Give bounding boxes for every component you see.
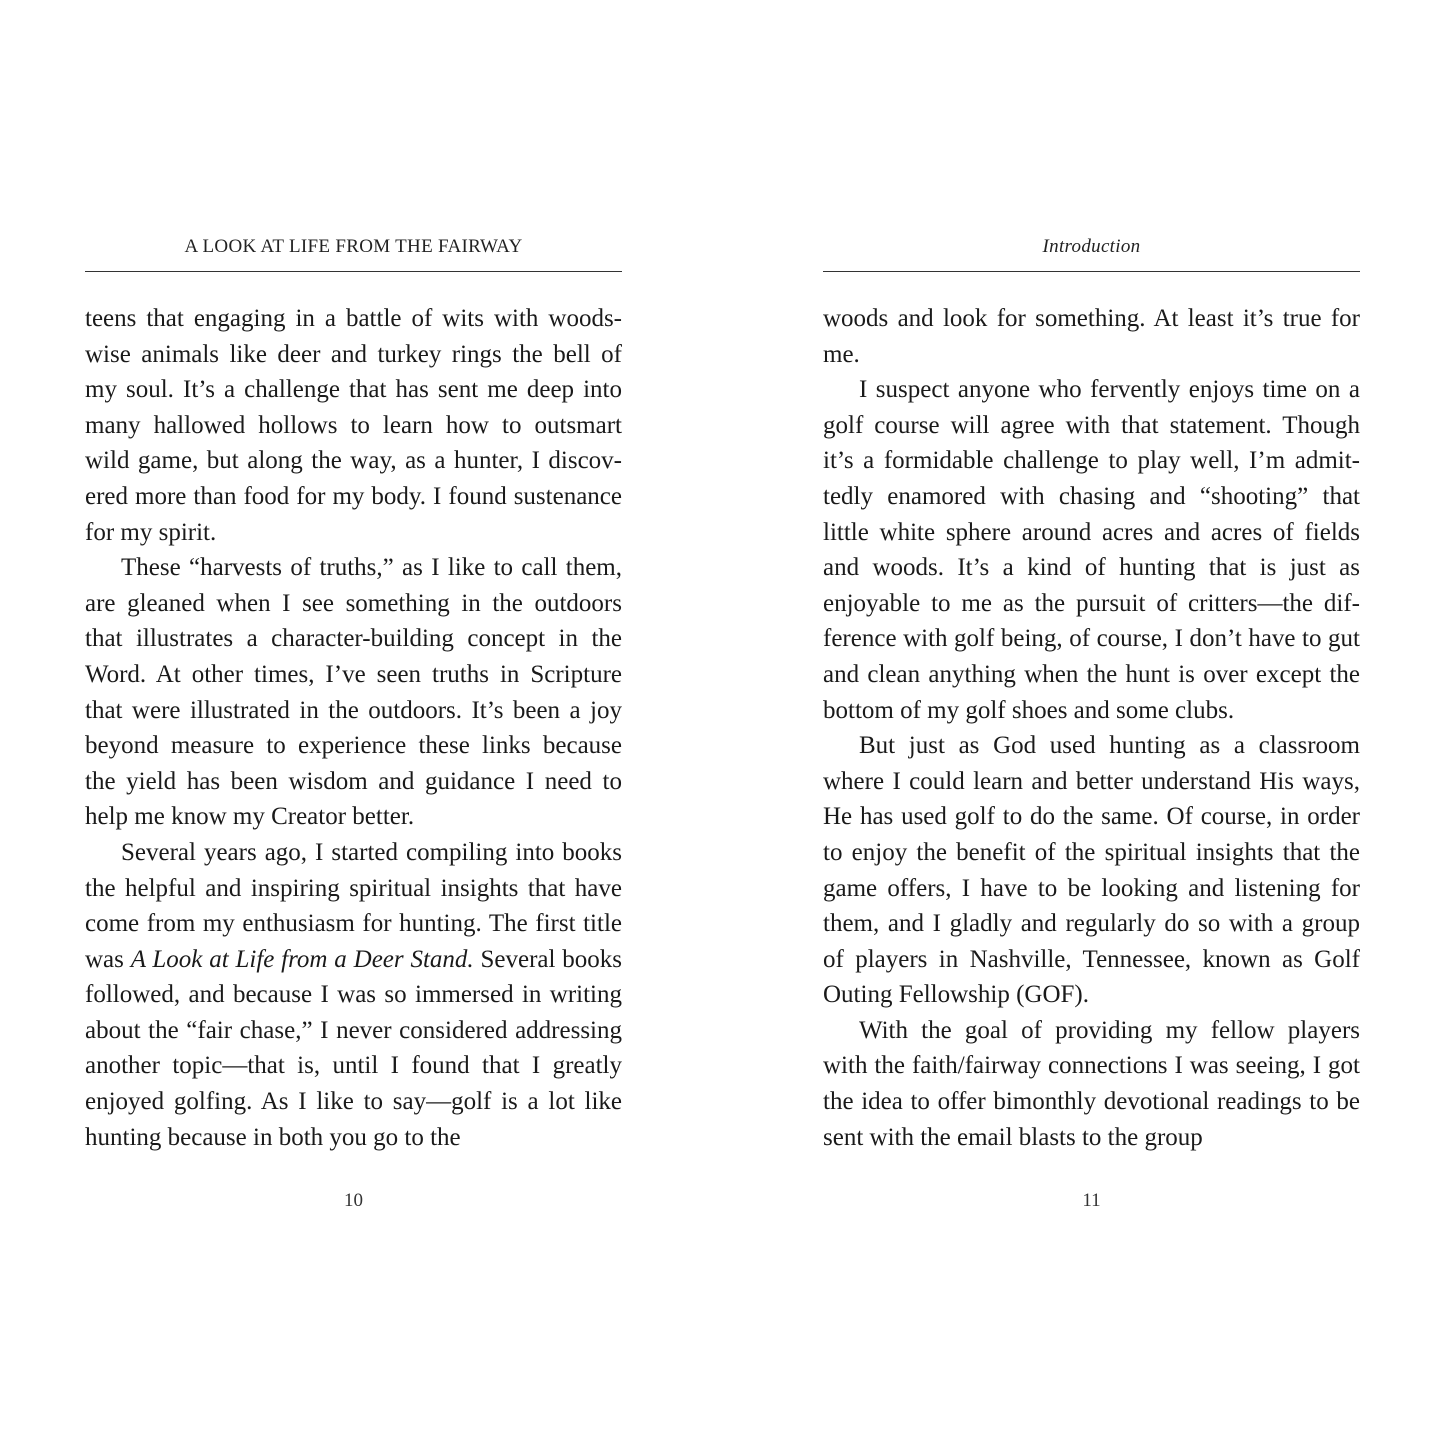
paragraph-text: Several years ago, I started compiling into books the helpful and inspiring spiritual insights that have come from my enthusiasm for hunting. The first title was <box>85 838 622 973</box>
paragraph <box>85 835 622 1155</box>
header-rule <box>823 271 1360 272</box>
paragraph: I suspect anyone who fervently enjoys time on a golf course will agree with that statement. Though it’s a formidable challenge to play well, I’m admittedly enamored with chasing and “shooting” that little white sphere around acres and acres of fields and woods. It’s a kind of hunting that is just as enjoyable to me as the pursuit of critters—the difference with golf being, of course, I don’t have to gut and clean anything when the hunt is over except the bottom of my golf shoes and some clubs. <box>823 376 1360 724</box>
header-rule <box>85 271 622 272</box>
paragraph: teens that engaging in a battle of wits with woodswise animals like deer and turkey rings the bell of my soul. It’s a challenge that has sent me deep into many hallowed hollows to learn how to outsmart wild game, but along the way, as a hunter, I discovered more than food for my body. I found sustenance for my spirit. <box>85 305 622 546</box>
running-head-chapter-title: Introduction <box>1042 236 1141 257</box>
body-text <box>85 301 622 1155</box>
paragraph: But just as God used hunting as a classroom where I could learn and better understand His ways, He has used golf to do the same. Of course, in order to enjoy the benefit of the spiritual insights that the game offers, I have to be looking and listening for them, and I gladly and regularly do so with a group of players in Nashville, Tennessee, known as Golf Outing Fellowship (GOF). <box>823 732 1360 1009</box>
paragraph-text: Several books followed, and because I was so immersed in writing about the “fair chase,” I never considered addressing another topic—that is, until I found that I greatly enjoyed golfing. As I like to say—golf is a lot like hunting because in both you go to the <box>85 945 622 1151</box>
page-number: 10 <box>344 1190 363 1211</box>
paragraph: These “harvests of truths,” as I like to call them, are gleaned when I see something in the outdoors that illustrates a character-building concept in the Word. At other times, I’ve seen truths in Scripture that were illustrated in the outdoors. It’s been a joy beyond measure to experience these links because the yield has been wisdom and guidance I need to help me know my Creator better. <box>85 554 622 831</box>
running-head-book-title: A LOOK AT LIFE FROM THE FAIRWAY <box>184 236 523 257</box>
book-title-italic: A Look at Life from a Deer Stand. <box>130 945 474 973</box>
paragraph: With the goal of providing my fellow players with the faith/fairway connections I was seeing, I got the idea to offer bimonthly devotional readings to be sent with the email blasts to the group <box>823 1016 1360 1151</box>
body-text <box>823 301 1360 1155</box>
paragraph: woods and look for something. At least it’s true for me. <box>823 305 1360 368</box>
page-number: 11 <box>1082 1190 1101 1211</box>
